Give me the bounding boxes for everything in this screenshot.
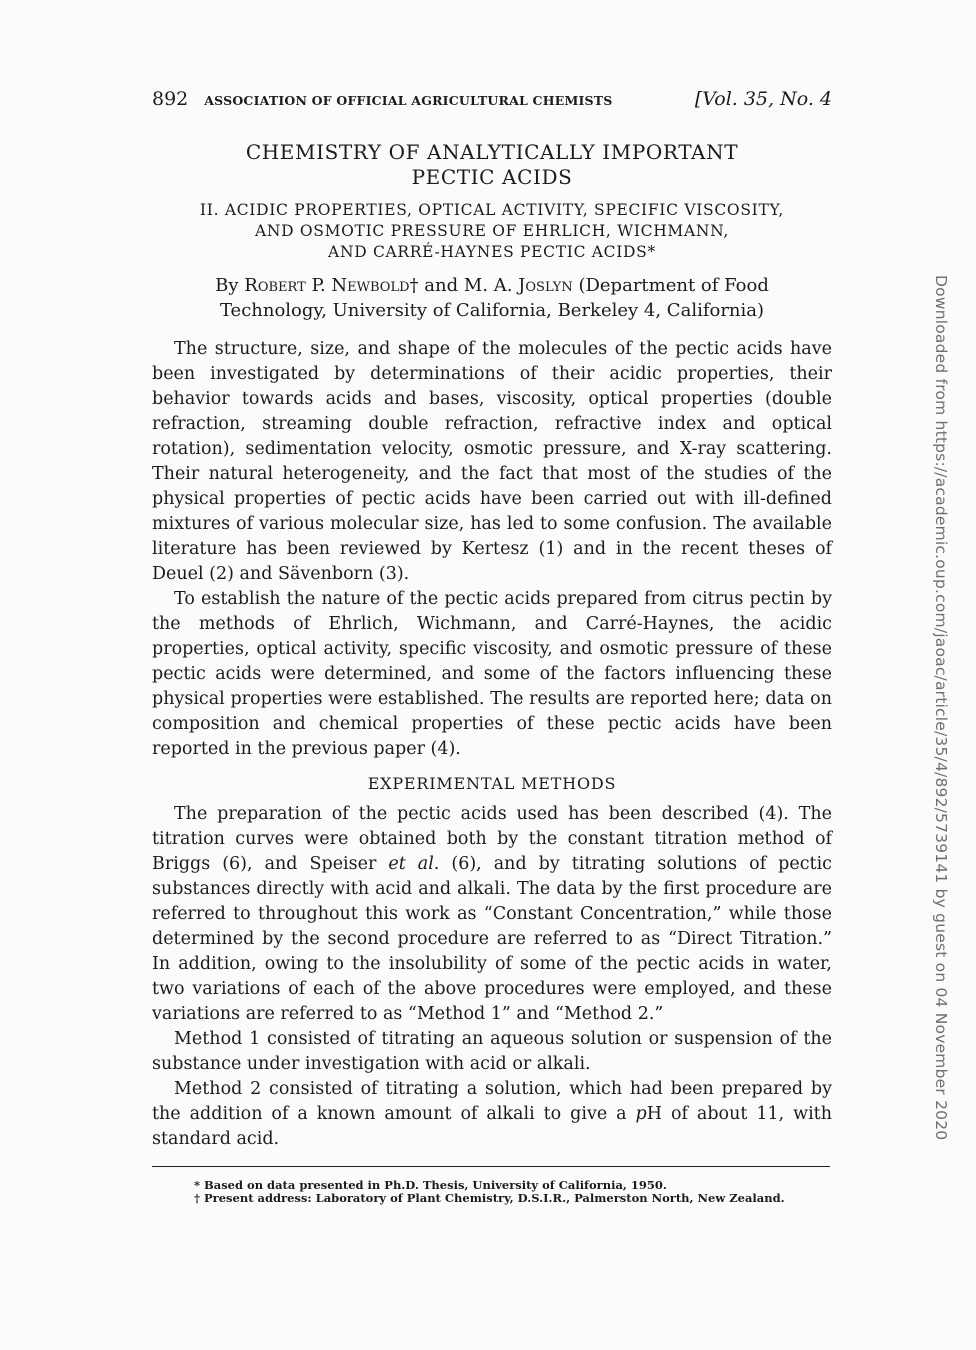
paragraph: Method 1 consisted of titrating an aqueous solution or suspension of the substance under investigation with acid or alkali. bbox=[152, 1029, 832, 1074]
paragraph: The structure, size, and shape of the molecules of the pectic acids have been investigated by determinations of their acidic properties, their behavior towards acids and bases, viscosity, optical properties (double refraction, streaming double refraction, refractive index and optical rotation), sedimentation velocity, osmotic pressure, and X-ray scattering. Their natural heterogeneity, and the fact that most of the studies of the physical properties of pectic acids have been carried out with ill-defined mixtures of various molecular size, has led to some confusion. The available literature has been reviewed by Kertesz (1) and in the recent theses of Deuel (2) and Sävenborn (3). bbox=[152, 339, 832, 584]
footnote: * Based on data presented in Ph.D. Thesis, University of California, 1950. bbox=[194, 1178, 667, 1192]
volume-issue: [Vol. 35, No. 4 bbox=[694, 88, 832, 110]
running-header bbox=[152, 88, 832, 118]
paragraph-text: (6), and by titrating solutions of pectic substances directly with acid and alkali. The data by the first procedure are referred to throughout this work as “Constant Concentration,” while those determined by the second procedure are referred to as “Direct Titration.” In addition, owing to the insolubility of some of the pectic acids in water, two variations of each of the above procedures were employed, and these variations are referred to as “Method 1” and “Method 2.” bbox=[152, 854, 832, 1024]
paragraph bbox=[152, 1077, 832, 1152]
footnotes bbox=[152, 1179, 832, 1205]
article-subtitle bbox=[152, 200, 832, 263]
author-name: Robert P. Newbold bbox=[244, 275, 410, 296]
download-watermark: Downloaded from https://academic.oup.com/jaoac/article/35/4/892/5739141 by guest on 04 November 2020 bbox=[932, 275, 950, 1141]
paragraph-text: Method 2 consisted of titrating a solution, which had been prepared by the addition of a known amount of alkali to give a bbox=[152, 1079, 832, 1124]
paragraph bbox=[152, 802, 832, 1027]
italic-text: et al. bbox=[388, 854, 440, 874]
paragraph-text: H of about 11, with standard acid. bbox=[152, 1104, 832, 1149]
subtitle-line: AND OSMOTIC PRESSURE OF EHRLICH, WICHMANN, bbox=[254, 222, 730, 240]
subtitle-line: II. ACIDIC PROPERTIES, OPTICAL ACTIVITY, SPECIFIC VISCOSITY, bbox=[199, 201, 785, 219]
author-name: M. A. Joslyn bbox=[463, 275, 573, 296]
affiliation: (Department of Food Technology, University of California, Berkeley 4, California) bbox=[219, 275, 769, 321]
byline-and: and bbox=[424, 275, 459, 296]
page-content bbox=[152, 88, 832, 1205]
footnote-mark: † bbox=[409, 275, 419, 296]
footnote-rule bbox=[152, 1166, 830, 1167]
article-title bbox=[152, 140, 832, 190]
italic-text: p bbox=[635, 1104, 647, 1124]
subtitle-line: AND CARRÉ-HAYNES PECTIC ACIDS* bbox=[328, 243, 656, 261]
title-line: CHEMISTRY OF ANALYTICALLY IMPORTANT bbox=[245, 140, 739, 164]
page-number: 892 bbox=[152, 88, 189, 110]
title-line: PECTIC ACIDS bbox=[411, 165, 573, 189]
paragraph-text: The preparation of the pectic acids used has been described (4). The titration curves were obtained both by the constant titration method of Briggs (6), and Speiser bbox=[152, 804, 832, 874]
paragraph: To establish the nature of the pectic acids prepared from citrus pectin by the methods of Ehrlich, Wichmann, and Carré-Haynes, the acidic properties, optical activity, specific viscosity, and osmotic pressure of these pectic acids were determined, and some of the factors influencing these physical properties were established. The results are reported here; data on composition and chemical properties of these pectic acids have been reported in the previous paper (4). bbox=[152, 589, 832, 759]
section-heading: EXPERIMENTAL METHODS bbox=[367, 774, 617, 793]
footnote: † Present address: Laboratory of Plant Chemistry, D.S.I.R., Palmerston North, New Zealand. bbox=[194, 1191, 785, 1205]
article-body bbox=[152, 337, 832, 1152]
journal-name: ASSOCIATION OF OFFICIAL AGRICULTURAL CHEMISTS bbox=[204, 93, 613, 108]
byline bbox=[152, 273, 832, 323]
byline-by: By bbox=[215, 275, 239, 296]
